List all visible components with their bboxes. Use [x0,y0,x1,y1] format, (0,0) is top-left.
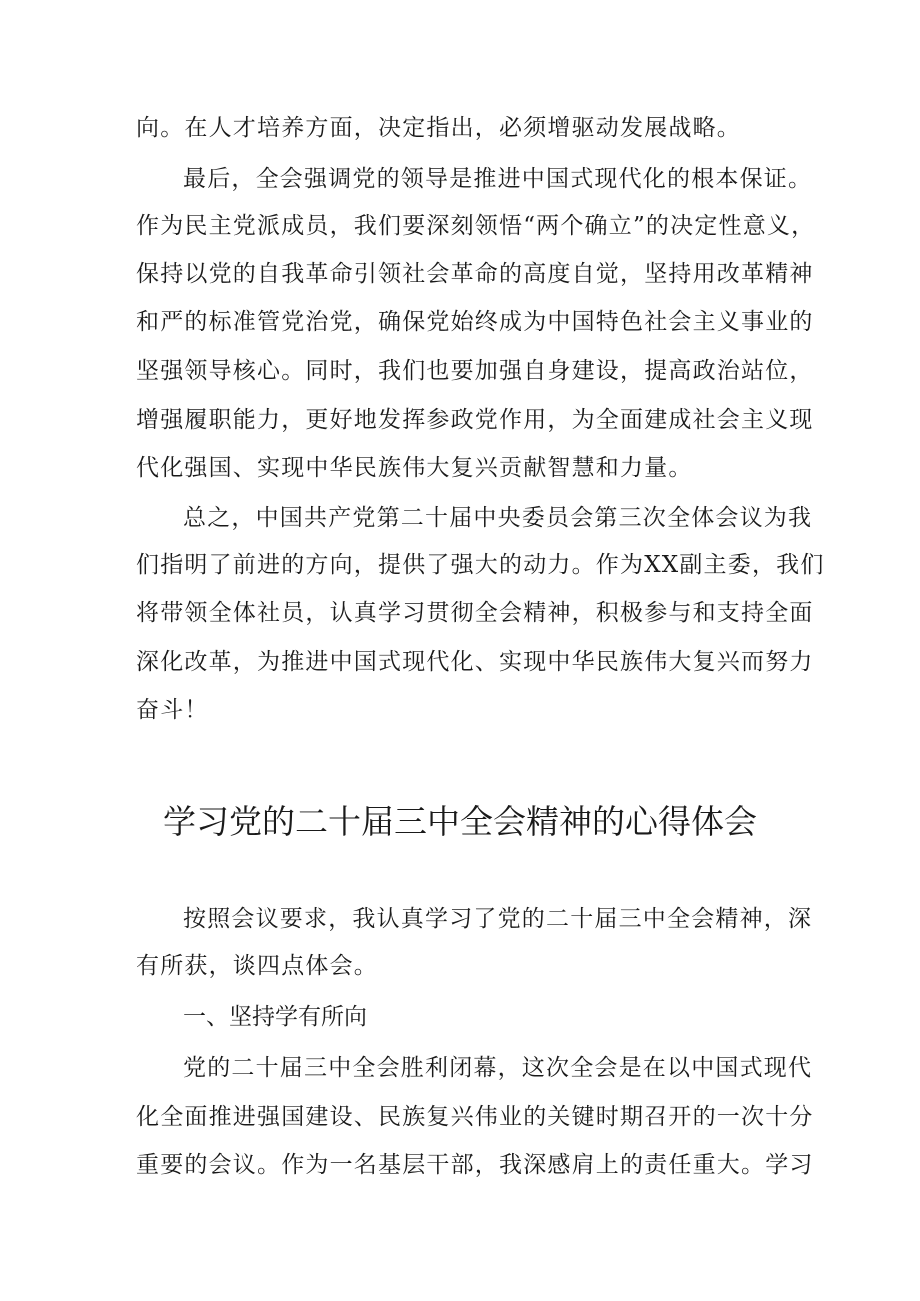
text-line: 奋斗！ [136,697,209,723]
text-line: 重要的会议。作为一名基层干部，我深感肩上的责任重大。学习 [136,1152,814,1178]
text-line: 深化改革，为推进中国式现代化、实现中华民族伟大复兴而努力 [136,649,814,675]
text-line: 总之，中国共产党第二十届中央委员会第三次全体会议为我 [183,505,813,531]
text-line: 向。在人才培养方面，决定指出，必须增驱动发展战略。 [136,115,741,141]
text-line: 和严的标准管党治党，确保党始终成为中国特色社会主义事业的 [136,309,814,335]
text-line: 坚强领导核心。同时，我们也要加强自身建设，提高政治站位， [136,358,814,384]
text-line: 保持以党的自我革命引领社会革命的高度自觉，坚持用改革精神 [136,261,814,287]
section-heading: 一、坚持学有所向 [183,1004,367,1030]
text-line: 按照会议要求，我认真学习了党的二十届三中全会精神，深 [183,906,813,932]
article-title: 学习党的二十届三中全会精神的心得体会 [163,802,757,841]
text-line: 代化强国、实现中华民族伟大复兴贡献智慧和力量。 [136,455,693,481]
text-line: 最后，全会强调党的领导是推进中国式现代化的根本保证。 [183,166,813,192]
text-line: 增强履职能力，更好地发挥参政党作用，为全面建成社会主义现 [136,407,814,433]
text-line: 们指明了前进的方向，提供了强大的动力。作为XX副主委，我们 [136,552,825,578]
text-line: 有所获，谈四点体会。 [136,953,378,979]
text-line: 将带领全体社员，认真学习贯彻全会精神，积极参与和支持全面 [136,600,814,626]
text-line: 化全面推进强国建设、民族复兴伟业的关键时期召开的一次十分 [136,1104,814,1130]
text-line: 党的二十届三中全会胜利闭幕，这次全会是在以中国式现代 [183,1055,813,1081]
text-line: 作为民主党派成员，我们要深刻领悟“两个确立”的决定性意义， [136,213,816,239]
